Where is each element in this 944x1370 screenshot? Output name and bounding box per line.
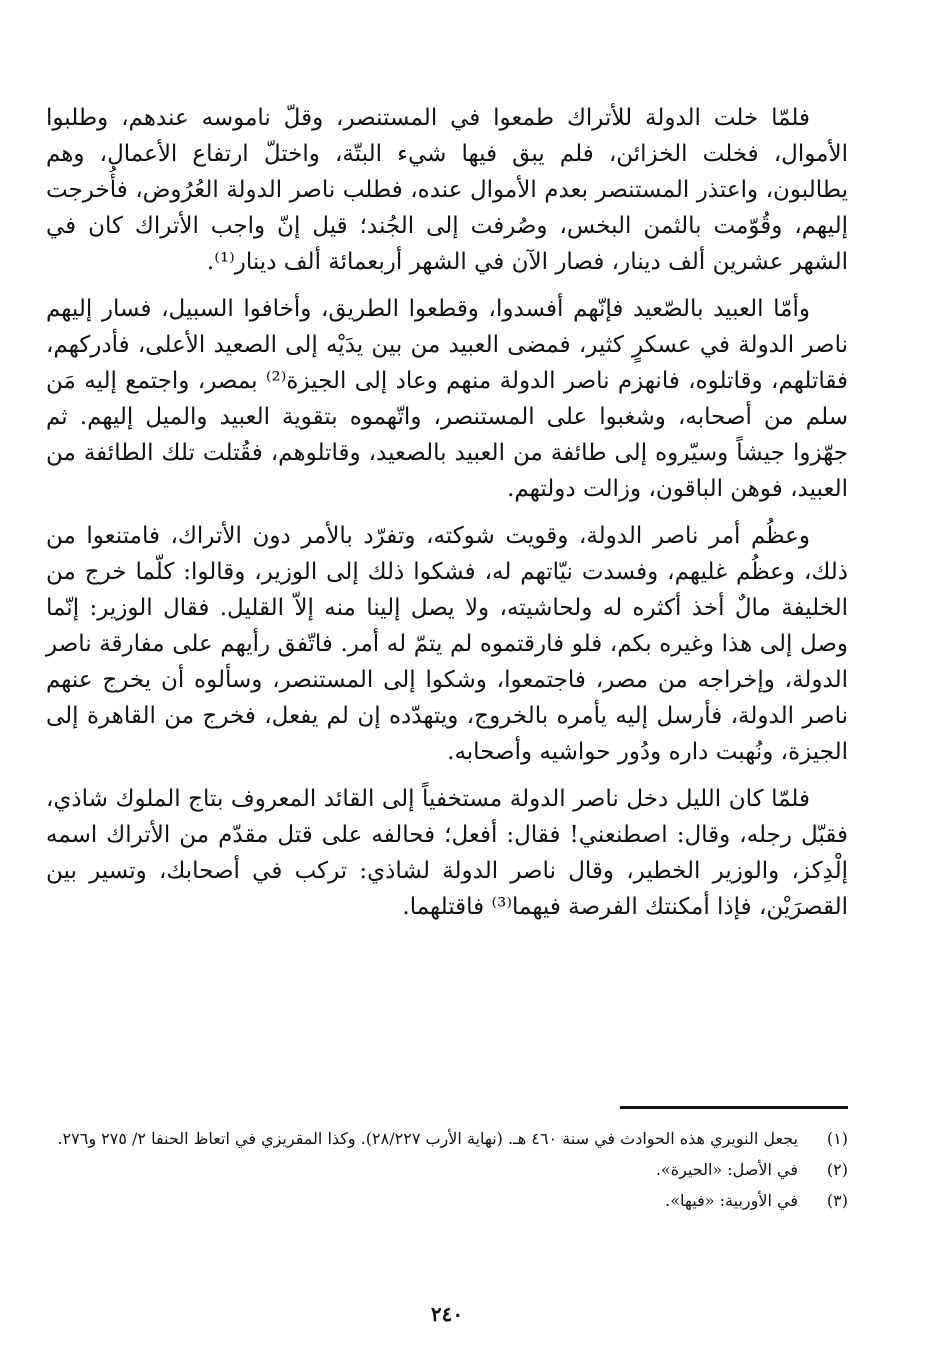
page-number: ٢٤٠ xyxy=(430,1302,464,1326)
footnote xyxy=(46,1188,848,1213)
footnotes xyxy=(46,1126,848,1219)
footnote-number: (٣) xyxy=(826,1191,848,1210)
footnote xyxy=(46,1157,848,1182)
footnote xyxy=(46,1126,848,1151)
paragraph: وأمّا العبيد بالصّعيد فإنّهم أفسدوا، وقطعوا الطريق، وأخافوا السبيل، فسار إليهم ناصر الدولة في عسكرٍ كثير، فمضى العبيد من بين يدَيْه إلى الصعيد الأعلى، فأدركهم، فقاتلهم، وقاتلوه، فانهزم ناصر الدولة منهم وعاد إلى الجيزة⁽²⁾ بمصر، واجتمع إليه مَن سلم من أصحابه، وشغبوا على المستنصر، واتّهموه بتقوية العبيد والميل إليهم. ثم جهّزوا جيشاً وسيّروه إلى طائفة من العبيد بالصعيد، وقاتلوهم، فقُتلت تلك الطائفة من العبيد، فوهن الباقون، وزالت دولتهم. xyxy=(46,296,849,502)
footnote-text: في الأوربية: «فيها». xyxy=(665,1191,798,1210)
book-page xyxy=(46,100,848,1340)
main-text xyxy=(46,100,848,925)
paragraph: وعظُم أمر ناصر الدولة، وقويت شوكته، وتفرّد بالأمر دون الأتراك، فامتنعوا من ذلك، وعظُم غليهم، وفسدت نيّاتهم له، فشكوا ذلك إلى الوزير، وقالوا: كلّما خرج من الخليفة مالٌ أخذ أكثره له ولحاشيته، ولا يصل إلينا منه إلاّ القليل. فقال الوزير: إنّما وصل إلى هذا وغيره بكم، فلو فارقتموه لم يتمّ له أمر. فاتّفق رأيهم على مفارقة ناصر الدولة، وإخراجه من مصر، فاجتمعوا، وشكوا إلى المستنصر، وسألوه أن يخرج عنهم ناصر الدولة، فأرسل إليه يأمره بالخروج، ويتهدّده إن لم يفعل، فخرج من القاهرة إلى الجيزة، ونُهبت داره ودُور حواشيه وأصحابه. xyxy=(46,523,848,765)
footnote-text: يجعل النويري هذه الحوادث في سنة ٤٦٠ هـ. (نهاية الأرب ٢٨/٢٢٧). وكذا المقريزي في اتعاظ الحنفا ٢/ ٢٧٥ و٢٧٦. xyxy=(57,1129,798,1148)
paragraph: فلمّا كان الليل دخل ناصر الدولة مستخفياً إلى القائد المعروف بتاج الملوك شاذي، فقبّل رجله، وقال: اصطنعني! فقال: أفعل؛ فحالفه على قتل مقدّم من الأتراك اسمه إلْدِكز، والوزير الخطير، وقال ناصر الدولة لشاذي: تركب في أصحابك، وتسير بين القصرَيْن، فإذا أمكنتك الفرصة فيهما⁽³⁾ فاقتلهما. xyxy=(46,786,848,920)
footnote-number: (٢) xyxy=(826,1160,848,1179)
footnote-text: في الأصل: «الحيرة». xyxy=(655,1160,798,1179)
footnote-separator xyxy=(620,1106,848,1109)
footnote-number: (١) xyxy=(826,1129,848,1148)
paragraph: فلمّا خلت الدولة للأتراك طمعوا في المستنصر، وقلّ ناموسه عندهم، وطلبوا الأموال، فخلت الخزائن، فلم يبق فيها شيء البتّة، واختلّ ارتفاع الأعمال، وهم يطالبون، واعتذر المستنصر بعدم الأموال عنده، فطلب ناصر الدولة العُرُوض، فأُخرجت إليهم، وقُوّمت بالثمن البخس، وصُرفت إلى الجُند؛ قيل إنّ واجب الأتراك كان في الشهر عشرين ألف دينار، فصار الآن في الشهر أربعمائة ألف دينار⁽¹⁾. xyxy=(46,105,848,275)
